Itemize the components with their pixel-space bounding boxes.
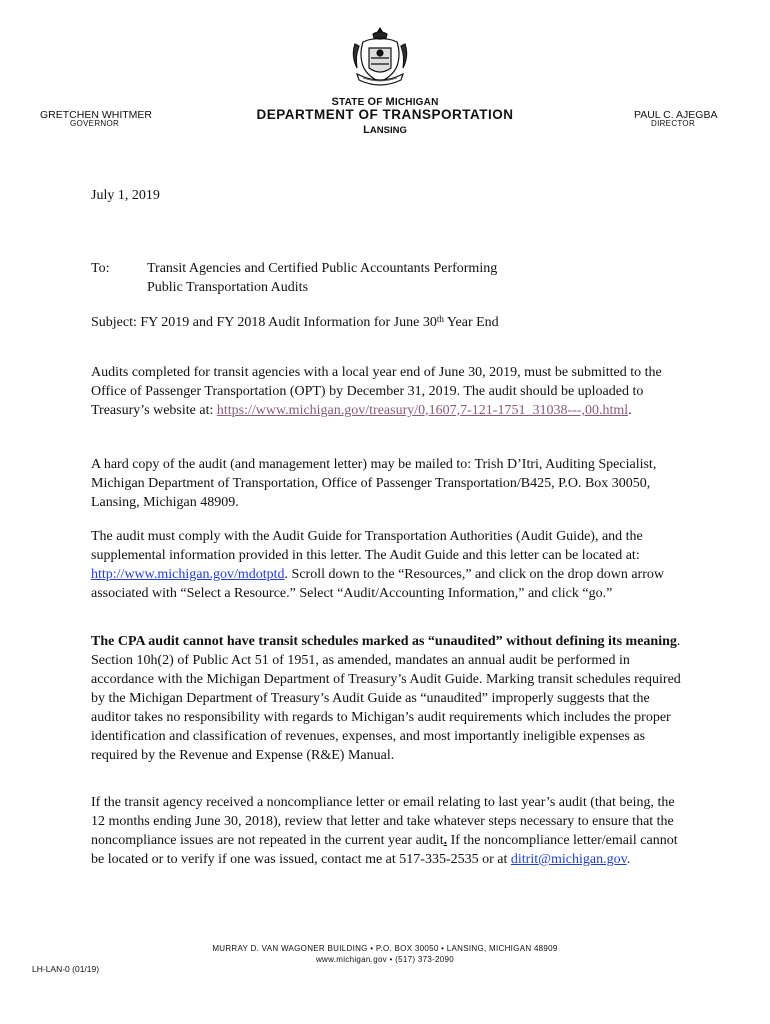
mdot-ptd-link[interactable]: http://www.michigan.gov/mdotptd	[91, 567, 285, 582]
paragraph-audit-guide: The audit must comply with the Audit Guide for Transportation Authorities (Audit Guide), and the supplemental information provided in this letter. The Audit Guide and this letter can be located at: http://www.michigan.gov/mdotptd. Scroll down to the “Resources,” and click on the drop down arrow associated with “Select a Resource.” Select “Audit/Accounting Information,” and click “go.”	[91, 529, 664, 601]
city-name: LANSING	[363, 124, 407, 136]
subject-line: Subject: FY 2019 and FY 2018 Audit Information for June 30th Year End	[91, 314, 499, 330]
recipients-line-1: Transit Agencies and Certified Public Accountants Performing	[147, 261, 498, 276]
paragraph-noncompliance: If the transit agency received a noncompliance letter or email relating to last year’s audit (that being, the 12 months ending June 30, 2018), review that letter and take whatever steps necessary to ensure that the noncompliance issues are not repeated in the current year audit. If the noncompliance letter/email cannot be located or to verify if one was issued, contact me at 517-335-2535 or at ditrit@michigan.gov.	[91, 795, 678, 867]
form-code: LH-LAN-0 (01/19)	[32, 964, 100, 974]
email-link[interactable]: ditrit@michigan.gov	[510, 852, 627, 867]
treasury-link[interactable]: https://www.michigan.gov/treasury/0,1607,7-121-1751_31038---,00.html	[216, 403, 629, 418]
governor-name: GRETCHEN WHITMER	[40, 109, 152, 121]
governor-title: GOVERNOR	[70, 119, 120, 128]
state-seal-icon	[349, 24, 411, 92]
footer-address: MURRAY D. VAN WAGONER BUILDING • P.O. BOX 30050 • LANSING, MICHIGAN 48909	[212, 944, 558, 953]
to-label: To:	[91, 261, 110, 276]
director-name: PAUL C. AJEGBA	[634, 109, 718, 121]
unaudited-warning: The CPA audit cannot have transit schedules marked as “unaudited” without defining its meaning	[91, 634, 677, 649]
footer-contact: www.michigan.gov • (517) 373-2090	[315, 955, 455, 964]
paragraph-submission: Audits completed for transit agencies with a local year end of June 30, 2019, must be submitted to the Office of Passenger Transportation (OPT) by December 31, 2019. The audit should be uploaded to Treasury’s website at: https://www.michigan.gov/treasury/0,1607,7-121-1751_31038---,00.html.	[91, 365, 662, 418]
paragraph-mailing: A hard copy of the audit (and management letter) may be mailed to: Trish D’Itri, Auditing Specialist, Michigan Department of Transportation, Office of Passenger Transportation/B425, P.O. Box 30050, Lansing, Michigan 48909.	[91, 457, 657, 510]
department-title: DEPARTMENT OF TRANSPORTATION	[256, 107, 514, 122]
director-title: DIRECTOR	[651, 119, 696, 128]
paragraph-unaudited: The CPA audit cannot have transit schedules marked as “unaudited” without defining its meaning. Section 10h(2) of Public Act 51 of 1951, as amended, mandates an annual audit be performed in accordance with the Michigan Department of Treasury’s Audit Guide. Marking transit schedules required by the Michigan Department of Treasury’s Audit Guide as “unaudited” improperly suggests that the auditor takes no responsibility with regards to Michigan’s audit requirements which includes the proper identification and classification of revenues, expenses, and most importantly ineligible expenses as required by the Revenue and Expense (R&E) Manual.	[91, 634, 681, 763]
letter-date: July 1, 2019	[91, 188, 160, 203]
state-name: STATE OF MICHIGAN	[331, 96, 439, 108]
recipients	[147, 259, 567, 297]
recipients-line-2: Public Transportation Audits	[147, 280, 309, 295]
